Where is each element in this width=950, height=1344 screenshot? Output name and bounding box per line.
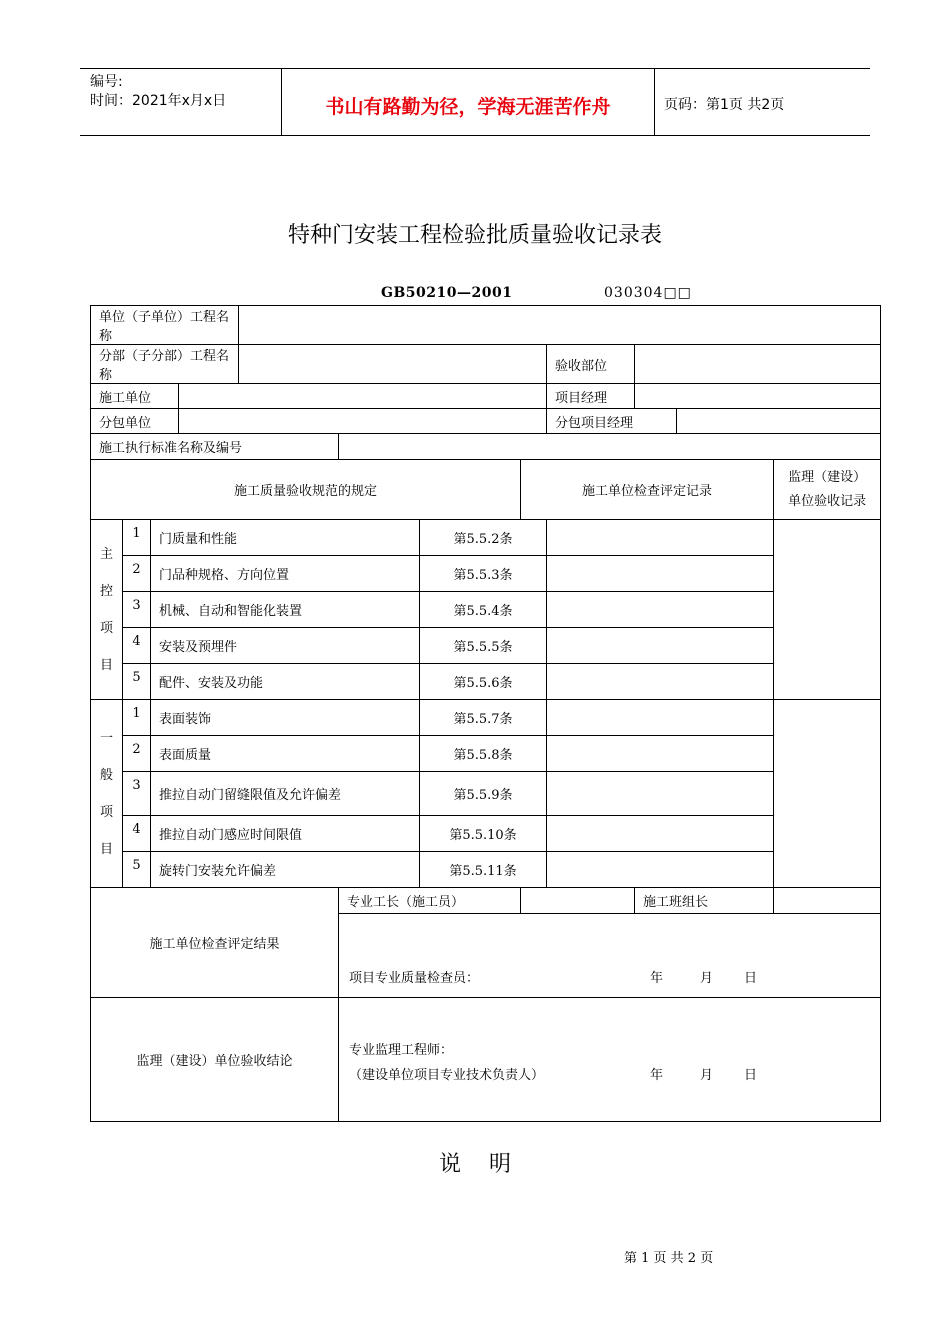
item-name: 门质量和性能 (151, 520, 420, 556)
standard-code: GB50210—2001 (381, 285, 513, 301)
item-name: 表面装饰 (151, 700, 420, 736)
general-item-row (91, 736, 881, 772)
main-item-row (91, 592, 881, 628)
inspector-label: 项目专业质量检查员： (349, 971, 480, 986)
item-check-record[interactable] (547, 592, 774, 628)
item-number: 3 (123, 772, 151, 816)
general-item-row (91, 700, 881, 736)
info-row-sub (91, 345, 881, 384)
supervision-column-header (774, 460, 881, 520)
engineer-label: 专业监理工程师： (349, 1042, 454, 1058)
item-check-record[interactable] (547, 816, 774, 852)
header-bottom-rule (80, 135, 870, 136)
sub-manager-value[interactable] (677, 409, 881, 434)
main-item-row (91, 664, 881, 700)
page-title: 特种门安装工程检验批质量验收记录表 (287, 223, 662, 248)
group-char: 目 (99, 841, 113, 857)
conclusion-row (91, 998, 881, 1122)
team-leader-value[interactable] (774, 888, 881, 914)
foreman-label: 专业工长（施工员） (339, 888, 521, 914)
group-char: 般 (99, 767, 113, 783)
page-footer: 第 1 页 共 2 页 (624, 1251, 714, 1266)
item-check-record[interactable] (547, 628, 774, 664)
sub-project-value[interactable] (239, 345, 547, 384)
item-check-record[interactable] (547, 556, 774, 592)
motto: 书山有路勤为径，学海无涯苦作舟 (325, 96, 611, 118)
item-check-record[interactable] (547, 772, 774, 816)
item-check-record[interactable] (547, 736, 774, 772)
item-check-record[interactable] (547, 852, 774, 888)
exec-standard-label: 施工执行标准名称及编号 (91, 434, 339, 460)
item-check-record[interactable] (547, 700, 774, 736)
item-number: 2 (123, 556, 151, 592)
item-number: 4 (123, 816, 151, 852)
item-number: 1 (123, 520, 151, 556)
header-top-rule (80, 68, 870, 69)
conclusion-label: 监理（建设）单位验收结论 (91, 998, 339, 1122)
item-number: 3 (123, 592, 151, 628)
sub-contractor-label: 分包单位 (91, 409, 179, 434)
general-item-row (91, 852, 881, 888)
page-number-label: 页码：第1页 共2页 (664, 97, 785, 113)
item-clause: 第5.5.7条 (420, 700, 547, 736)
item-clause: 第5.5.4条 (420, 592, 547, 628)
unit-project-value[interactable] (239, 306, 881, 345)
info-row-subcontract (91, 409, 881, 434)
explain-title: 说 明 (439, 1152, 511, 1177)
item-clause: 第5.5.3条 (420, 556, 547, 592)
code-label: 编号: (90, 74, 123, 90)
item-clause: 第5.5.11条 (420, 852, 547, 888)
item-number: 5 (123, 852, 151, 888)
item-number: 4 (123, 628, 151, 664)
item-clause: 第5.5.2条 (420, 520, 547, 556)
main-control-group-label (91, 520, 123, 700)
team-leader-label: 施工班组长 (635, 888, 774, 914)
main-item-row (91, 520, 881, 556)
item-number: 5 (123, 664, 151, 700)
item-check-record[interactable] (547, 520, 774, 556)
info-row-unit (91, 306, 881, 345)
accept-part-value[interactable] (635, 345, 881, 384)
form-code: 030304□□ (604, 285, 692, 301)
item-number: 2 (123, 736, 151, 772)
main-item-row (91, 628, 881, 664)
item-name: 机械、自动和智能化装置 (151, 592, 420, 628)
info-row-standard (91, 434, 881, 460)
spec-column-header: 施工质量验收规范的规定 (91, 460, 521, 520)
group-char: 项 (99, 804, 113, 820)
foreman-value[interactable] (521, 888, 635, 914)
general-supervision-record[interactable] (774, 700, 881, 888)
check-record-column-header: 施工单位检查评定记录 (521, 460, 774, 520)
accept-part-label: 验收部位 (547, 345, 635, 384)
item-name: 推拉自动门留缝限值及允许偏差 (151, 772, 420, 816)
result-label: 施工单位检查评定结果 (91, 888, 339, 998)
supervision-header-line-1: 监理（建设） (788, 469, 867, 485)
project-manager-value[interactable] (635, 384, 881, 409)
general-item-row (91, 816, 881, 852)
conclusion-month: 月 (700, 1067, 714, 1083)
record-table (90, 305, 881, 1122)
main-item-row (91, 556, 881, 592)
exec-standard-value[interactable] (339, 434, 881, 460)
conclusion-signature-area[interactable] (339, 998, 881, 1122)
sub-manager-label: 分包项目经理 (547, 409, 677, 434)
main-supervision-record[interactable] (774, 520, 881, 700)
item-clause: 第5.5.9条 (420, 772, 547, 816)
group-char: 目 (99, 657, 113, 673)
item-name: 安装及预埋件 (151, 628, 420, 664)
result-month: 月 (700, 971, 714, 986)
item-clause: 第5.5.6条 (420, 664, 547, 700)
item-name: 表面质量 (151, 736, 420, 772)
sub-contractor-value[interactable] (179, 409, 547, 434)
construction-unit-value[interactable] (179, 384, 547, 409)
group-char: 主 (99, 546, 113, 562)
item-number: 1 (123, 700, 151, 736)
item-clause: 第5.5.5条 (420, 628, 547, 664)
time-label: 时间：2021年x月x日 (90, 93, 227, 109)
item-name: 旋转门安装允许偏差 (151, 852, 420, 888)
result-signature-area[interactable] (339, 914, 881, 998)
result-header-row (91, 888, 881, 914)
item-clause: 第5.5.10条 (420, 816, 547, 852)
item-name: 门品种规格、方向位置 (151, 556, 420, 592)
construction-unit-label: 施工单位 (91, 384, 179, 409)
unit-project-label: 单位（子单位）工程名称 (91, 306, 239, 345)
conclusion-year: 年 (650, 1067, 664, 1083)
item-name: 配件、安装及功能 (151, 664, 420, 700)
owner-label: （建设单位项目专业技术负责人） (349, 1067, 545, 1083)
column-header-row (91, 460, 881, 520)
group-char: 一 (99, 730, 113, 746)
result-year: 年 (650, 971, 664, 986)
header-divider-right (654, 68, 655, 136)
item-name: 推拉自动门感应时间限值 (151, 816, 420, 852)
group-char: 控 (99, 583, 113, 599)
project-manager-label: 项目经理 (547, 384, 635, 409)
info-row-construction (91, 384, 881, 409)
supervision-header-line-2: 单位验收记录 (788, 493, 867, 509)
general-item-row (91, 772, 881, 816)
result-day: 日 (744, 971, 758, 986)
group-char: 项 (99, 620, 113, 636)
conclusion-day: 日 (744, 1067, 758, 1083)
item-check-record[interactable] (547, 664, 774, 700)
item-clause: 第5.5.8条 (420, 736, 547, 772)
general-group-label (91, 700, 123, 888)
sub-project-label: 分部（子分部）工程名称 (91, 345, 239, 384)
